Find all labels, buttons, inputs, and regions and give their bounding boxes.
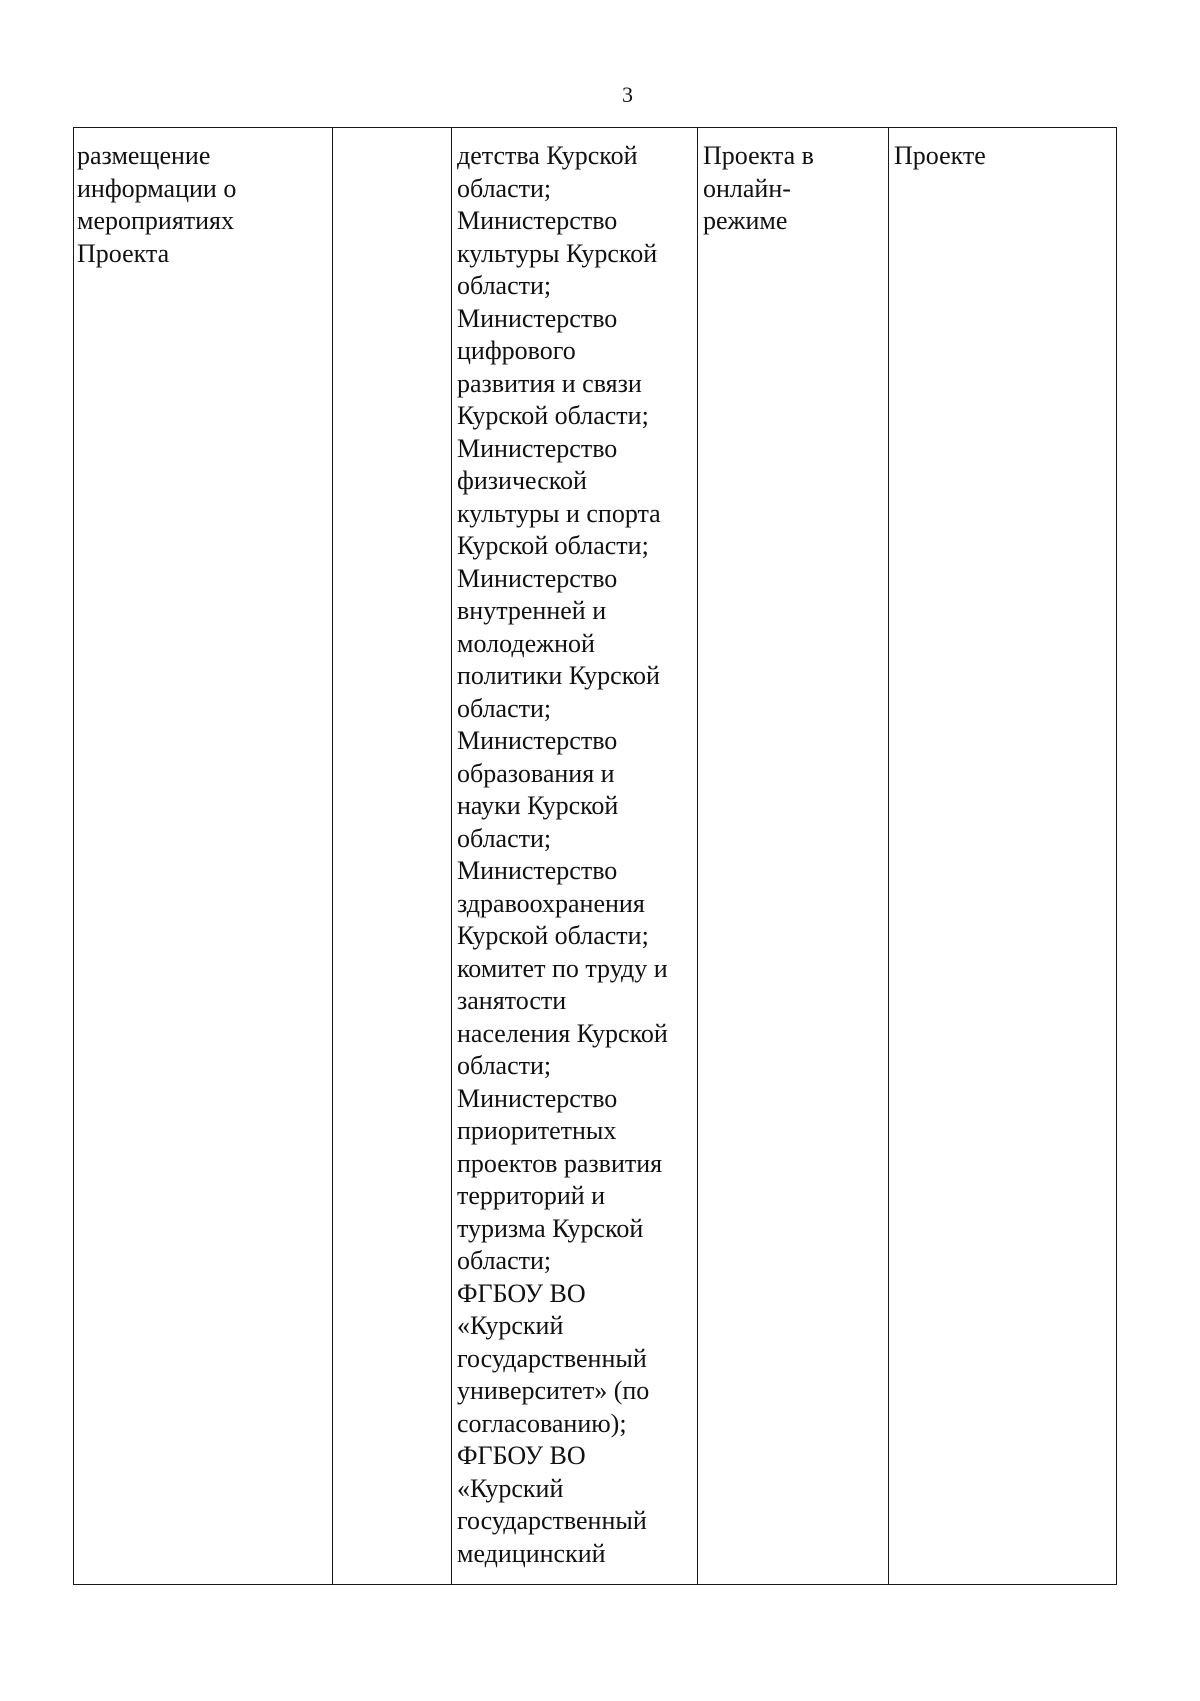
page-number: 3 [622, 82, 633, 107]
cell-text-line: цифрового [457, 336, 576, 365]
cell-text-line: занятости [457, 986, 567, 1015]
cell-text-line: Министерство [457, 726, 618, 755]
cell-text-line: согласованию); [457, 1408, 627, 1438]
cell-text-line: образования и [457, 758, 615, 788]
cell-text-line: области; [457, 173, 552, 203]
cell-text-line: культуры и спорта [457, 498, 661, 528]
cell-activity [74, 128, 333, 1585]
cell-text-line: области; [457, 271, 552, 300]
cell-text-line: молодежной [457, 628, 595, 658]
cell-text-line: «Курский [457, 1473, 564, 1503]
cell-text-line: детства Курской [457, 141, 638, 170]
cell-executors [452, 128, 698, 1585]
cell-text-line: туризма Курской [457, 1213, 644, 1243]
cell-text-line: режиме [703, 206, 788, 235]
cell-text-line: области; [457, 823, 552, 853]
cell-text-line: размещение [77, 141, 211, 170]
cell-text-line: университет» (по [457, 1376, 650, 1405]
cell-text-line: государственный [457, 1343, 647, 1373]
cell-result [889, 128, 1117, 1585]
cell-text-line: Министерство [457, 206, 618, 235]
cell-text-line: Курской области; [457, 401, 649, 430]
cell-text-line: государственный [457, 1506, 647, 1535]
cell-text-line: культуры Курской [457, 238, 658, 268]
cell-text-line: Проекта [77, 238, 170, 268]
cell-text-line: Министерство [457, 1083, 618, 1113]
cell-text-line: области; [457, 1051, 552, 1080]
cell-text-line: информации о [77, 173, 237, 203]
cell-text-line: развития и связи [457, 368, 642, 398]
cell-text-line: Министерство [457, 563, 618, 593]
cell-text-line: политики Курской [457, 661, 660, 690]
cell-text-line: проектов развития [457, 1148, 663, 1178]
cell-text-line: ФГБОУ ВО [457, 1441, 586, 1470]
cell-text-line: Проекте [894, 141, 986, 170]
cell-text-line: области; [457, 693, 552, 723]
cell-format [698, 128, 889, 1585]
cell-text-line: внутренней и [457, 596, 607, 625]
cell-text-line: Министерство [457, 433, 618, 463]
cell-text-line: медицинский [457, 1538, 606, 1568]
cell-text-line: здравоохранения [457, 888, 645, 918]
activities-table [73, 127, 1117, 1585]
cell-text-line: области; [457, 1246, 552, 1275]
table-row [74, 128, 1117, 1585]
cell-text-line: науки Курской [457, 791, 619, 820]
cell-text-line: Курской области; [457, 531, 649, 560]
cell-text-line: физической [457, 466, 587, 495]
cell-text-line: онлайн- [703, 173, 791, 203]
cell-text-line: Министерство [457, 303, 618, 333]
cell-text-line: Курской области; [457, 921, 649, 950]
cell-text-line: ФГБОУ ВО [457, 1278, 586, 1308]
cell-deadline [333, 128, 452, 1585]
cell-text-line: мероприятиях [77, 206, 235, 235]
cell-text-line: Проекта в [703, 141, 814, 170]
cell-text-line: Министерство [457, 856, 618, 885]
cell-text-line: территорий и [457, 1181, 606, 1210]
cell-text-line: «Курский [457, 1311, 564, 1340]
cell-text-line: приоритетных [457, 1116, 617, 1145]
cell-text-line: комитет по труду и [457, 953, 668, 983]
cell-text-line: населения Курской [457, 1018, 668, 1048]
